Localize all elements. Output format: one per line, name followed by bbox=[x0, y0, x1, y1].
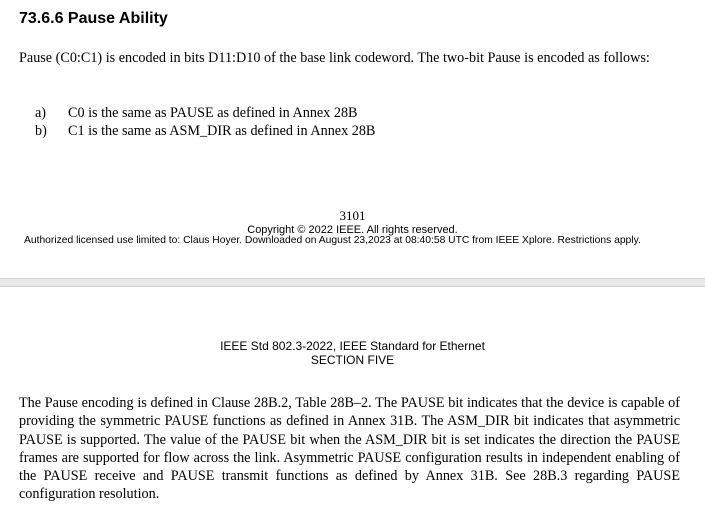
list-item bbox=[35, 104, 375, 122]
intro-paragraph: Pause (C0:C1) is encoded in bits D11:D10 of the base link codeword. The two-bit Pause is encoded as follows: bbox=[19, 50, 650, 66]
license-notice: Authorized licensed use limited to: Claus Hoyer. Downloaded on August 23,2023 at 08:40:58 UTC from IEEE Xplore. Restrictions apply. bbox=[24, 235, 641, 246]
page-separator bbox=[0, 278, 705, 287]
list-item-text: C1 is the same as ASM_DIR as defined in Annex 28B bbox=[68, 123, 376, 140]
list-item-text: C0 is the same as PAUSE as defined in Annex 28B bbox=[68, 105, 358, 121]
copyright-notice: Copyright © 2022 IEEE. All rights reserved. bbox=[247, 224, 458, 236]
list-marker: b) bbox=[35, 123, 47, 140]
list-marker: a) bbox=[35, 105, 47, 121]
encoding-list bbox=[35, 104, 375, 141]
section-heading: 73.6.6 Pause Ability bbox=[19, 10, 168, 27]
running-header-title: IEEE Std 802.3-2022, IEEE Standard for Ethernet bbox=[220, 339, 485, 353]
running-header-section: SECTION FIVE bbox=[310, 353, 395, 367]
body-paragraph: The Pause encoding is defined in Clause 28B.2, Table 28B–2. The PAUSE bit indicates that the device is capable of providing the symmetric PAUSE functions as defined in Annex 31B. The ASM_DIR bit indicates that asymmetric PAUSE is supported. The value of the PAUSE bit when the ASM_DIR bit is set indicates the direction the PAUSE frames are supported for flow across the link. Asymmetric PAUSE configuration results in independent enabling of the PAUSE receive and PAUSE transmit functions as defined by Annex 31B. See 28B.3 regarding PAUSE configuration resolution. bbox=[19, 395, 680, 503]
list-item bbox=[35, 122, 375, 140]
page-number: 3101 bbox=[339, 208, 366, 223]
document-page-bottom bbox=[0, 287, 705, 516]
